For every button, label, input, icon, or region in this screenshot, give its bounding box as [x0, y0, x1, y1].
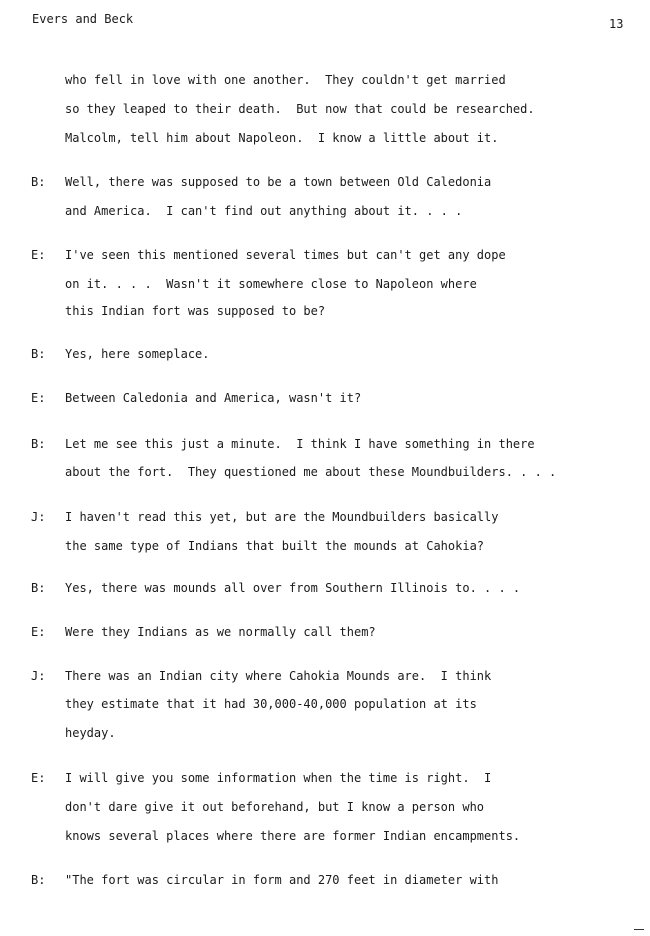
page-number: 13	[609, 17, 624, 31]
dialogue-line: I haven't read this yet, but are the Moundbuilders basically	[65, 510, 499, 524]
dialogue-line: I will give you some information when the time is right. I	[65, 771, 492, 785]
speaker-label: B:	[31, 175, 46, 189]
speaker-label: J:	[31, 669, 46, 683]
dialogue-line: they estimate that it had 30,000-40,000 population at its	[65, 697, 477, 711]
speaker-label: B:	[31, 347, 46, 361]
dialogue-line: Were they Indians as we normally call them?	[65, 625, 376, 639]
dialogue-line: this Indian fort was supposed to be?	[65, 304, 326, 318]
speaker-label: J:	[31, 510, 46, 524]
dialogue-line: Well, there was supposed to be a town between Old Caledonia	[65, 175, 492, 189]
speaker-label: E:	[31, 771, 46, 785]
dialogue-line: Yes, here someplace.	[65, 347, 210, 361]
margin-dash	[634, 929, 644, 930]
dialogue-line: on it. . . . Wasn't it somewhere close to Napoleon where	[65, 277, 477, 291]
dialogue-line: about the fort. They questioned me about these Moundbuilders. . . .	[65, 465, 557, 479]
dialogue-line: Yes, there was mounds all over from Southern Illinois to. . . .	[65, 581, 521, 595]
continuation-line: so they leaped to their death. But now that could be researched.	[65, 102, 535, 116]
dialogue-line: don't dare give it out beforehand, but I know a person who	[65, 800, 485, 814]
speaker-label: E:	[31, 391, 46, 405]
dialogue-line: the same type of Indians that built the mounds at Cahokia?	[65, 539, 485, 553]
dialogue-line: and America. I can't find out anything about it. . . .	[65, 204, 463, 218]
running-header: Evers and Beck	[32, 12, 134, 26]
dialogue-line: I've seen this mentioned several times but can't get any dope	[65, 248, 506, 262]
continuation-line: Malcolm, tell him about Napoleon. I know a little about it.	[65, 131, 499, 145]
dialogue-line: heyday.	[65, 726, 116, 740]
speaker-label: B:	[31, 873, 46, 887]
dialogue-line: "The fort was circular in form and 270 feet in diameter with	[65, 873, 499, 887]
speaker-label: E:	[31, 248, 46, 262]
dialogue-line: knows several places where there are former Indian encampments.	[65, 829, 521, 843]
dialogue-line: There was an Indian city where Cahokia Mounds are. I think	[65, 669, 492, 683]
continuation-line: who fell in love with one another. They couldn't get married	[65, 73, 506, 87]
speaker-label: E:	[31, 625, 46, 639]
speaker-label: B:	[31, 437, 46, 451]
dialogue-line: Let me see this just a minute. I think I have something in there	[65, 437, 535, 451]
speaker-label: B:	[31, 581, 46, 595]
dialogue-line: Between Caledonia and America, wasn't it?	[65, 391, 362, 405]
